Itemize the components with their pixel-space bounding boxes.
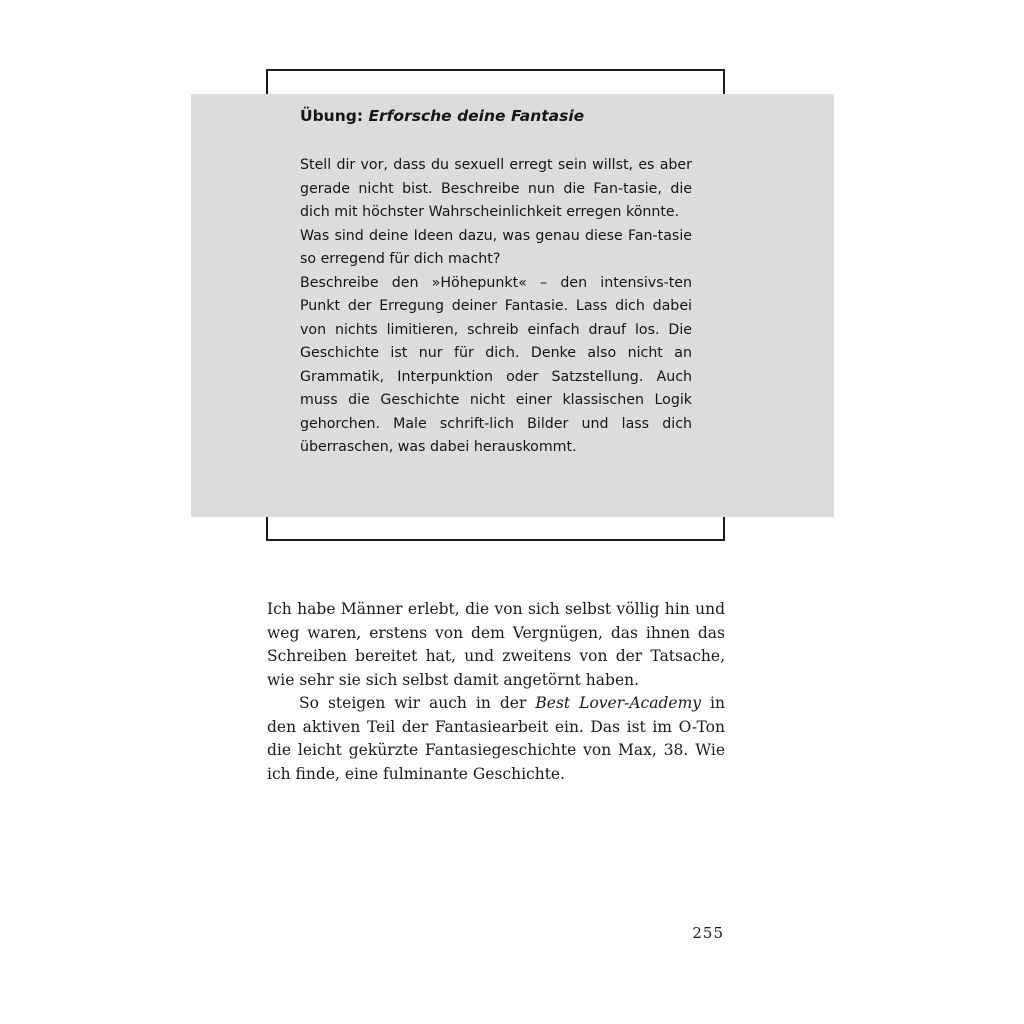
body-text <box>267 598 725 786</box>
exercise-title-prefix: Übung: <box>300 107 369 125</box>
body-paragraph: Ich habe Männer erlebt, die von sich selbst völlig hin und weg waren, erstens von dem Vergnügen, das ihnen das Schreiben bereitet hat, und zweitens von der Tatsache, wie sehr sie sich selbst damit angetörnt haben. <box>267 600 725 689</box>
body-paragraph-text: So steigen wir auch in der <box>299 694 536 712</box>
body-paragraph <box>267 692 725 786</box>
exercise-paragraph: Was sind deine Ideen dazu, was genau diese Fan-tasie so erregend für dich macht? <box>300 227 692 267</box>
exercise-paragraph: Beschreibe den »Höhepunkt« – den intensivs-ten Punkt der Erregung deiner Fantasie. Lass dich dabei von nichts limitieren, schreib einfach drauf los. Die Geschichte ist nur für dich. Denke also nicht an Grammatik, Interpunktion oder Satzstellung. Auch muss die Geschichte nicht einer klassischen Logik gehorchen. Male schrift-lich Bilder und lass dich überraschen, was dabei herauskommt. <box>300 274 692 455</box>
exercise-box <box>300 104 692 460</box>
book-title-italic: Best Lover-Academy <box>535 694 702 712</box>
exercise-title-name: Erforsche deine Fantasie <box>368 107 585 125</box>
body-paragraph-text: in den aktiven Teil der Fantasiearbeit ein. Das ist im O-Ton die leicht gekürzte Fantasiegeschichte von Max, 38. Wie ich finde, eine fulminante Geschichte. <box>267 694 726 783</box>
exercise-paragraph: Stell dir vor, dass du sexuell erregt sein willst, es aber gerade nicht bist. Beschreibe nun die Fan-tasie, die dich mit höchster Wahrscheinlichkeit erregen könnte. <box>300 157 692 220</box>
page-number: 255 <box>692 924 724 942</box>
exercise-title <box>300 104 692 128</box>
exercise-body <box>300 154 692 460</box>
